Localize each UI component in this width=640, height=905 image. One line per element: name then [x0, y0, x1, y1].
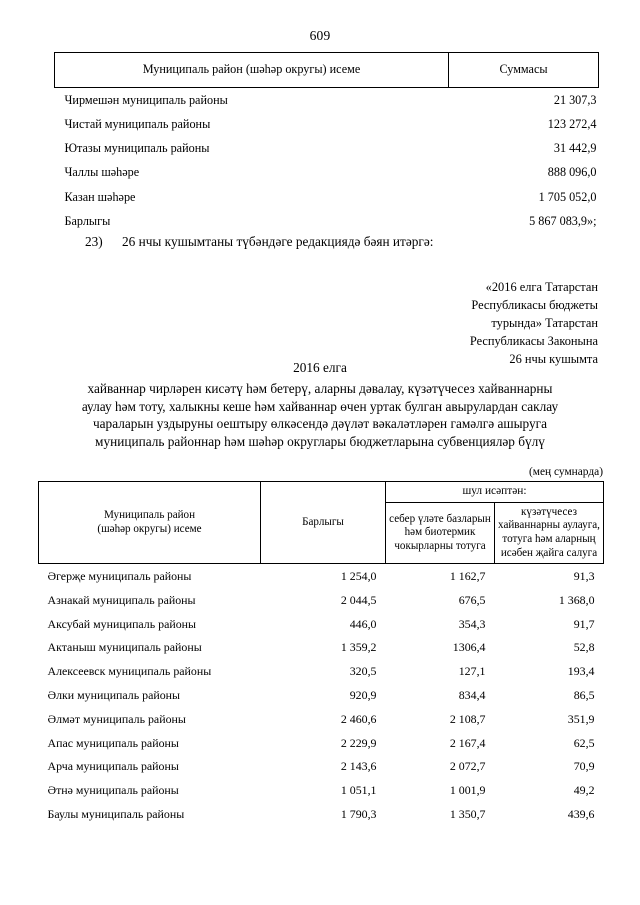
- column-header-municipality-line1: Муниципаль район: [103, 508, 196, 521]
- cell-total: 920,9: [349, 687, 377, 702]
- table-row: [55, 160, 599, 184]
- cell-stray-animals: 91,7: [573, 616, 595, 631]
- cell-total: 1 359,2: [340, 640, 377, 655]
- cell-municipality-name: Ютазы муниципаль районы: [64, 141, 210, 156]
- appendix-reference-line: турында» Татарстан: [491, 316, 598, 331]
- cell-sum: 1 705 052,0: [538, 189, 597, 204]
- table-row: [39, 755, 604, 779]
- cell-stray-animals: 62,5: [573, 735, 595, 750]
- appendix-reference-line: 26 нчы кушымта: [509, 352, 598, 367]
- top-table-body: [55, 87, 599, 233]
- cell-stray-animals: 52,8: [573, 640, 595, 655]
- cell-municipality-name: Чаллы шәһәре: [64, 165, 140, 180]
- cell-sum: 123 272,4: [547, 116, 597, 131]
- cell-municipality-name: Әлки муниципаль районы: [47, 687, 181, 702]
- appendix-title-year: 2016 елга: [293, 360, 347, 375]
- cell-stray-animals: 193,4: [567, 664, 595, 679]
- cell-stray-animals: 70,9: [573, 759, 595, 774]
- cell-anthrax-sites: 2 072,7: [449, 759, 486, 774]
- cell-municipality-name: Азнакай муниципаль районы: [47, 592, 196, 607]
- cell-total: 1 051,1: [340, 783, 377, 798]
- appendix-title-line: муниципаль районнар һәм шәһәр округлары бюджетларына субвенцияләр бүлү: [95, 433, 545, 449]
- cell-anthrax-sites: 2 108,7: [449, 711, 486, 726]
- main-table-header-row-1: [39, 482, 604, 503]
- column-header-stray-animals: күзәтүчесез хайваннарны аулауга, тотуга һәм аларның исәбен җайга салуга: [495, 502, 604, 563]
- cell-total: 1 790,3: [340, 806, 377, 821]
- appendix-title-line: чараларын уздыруны оештыру өлкәсендә дәүләт вәкаләтләрен гамәлгә ашыруга: [92, 416, 548, 432]
- clause-text: 26 нчы кушымтаны түбәндәге редакциядә бәян итәргә:: [122, 234, 434, 249]
- cell-anthrax-sites: 676,5: [458, 592, 486, 607]
- appendix-reference-line: «2016 елга Татарстан: [485, 280, 598, 294]
- column-header-group-including: шул исәптән:: [386, 482, 604, 503]
- cell-anthrax-sites: 354,3: [458, 616, 486, 631]
- cell-anthrax-sites: 2 167,4: [449, 735, 486, 750]
- table-row: [39, 613, 604, 637]
- appendix-reference-line: Республикасы Законына: [469, 334, 598, 349]
- column-header-sum: Суммасы: [449, 53, 599, 88]
- main-table-body: [39, 564, 604, 827]
- table-row: [39, 731, 604, 755]
- table-row: [39, 708, 604, 732]
- cell-municipality-name: Аксубай муниципаль районы: [47, 616, 197, 631]
- table-row: [55, 87, 599, 112]
- cell-total: 2 044,5: [340, 592, 377, 607]
- cell-stray-animals: 49,2: [573, 783, 595, 798]
- table-row: [55, 112, 599, 136]
- cell-total: 2 143,6: [340, 759, 377, 774]
- cell-stray-animals: 351,9: [567, 711, 595, 726]
- table-row: [55, 209, 599, 233]
- table-row: [39, 803, 604, 827]
- appendix-title-line: хайваннар чирләрен кисәтү һәм бетерү, аларны дәвалау, күзәтүчесез хайваннарны: [87, 381, 553, 396]
- clause-paragraph: [85, 234, 433, 250]
- cell-municipality-name: Әгерҗе муниципаль районы: [47, 569, 192, 584]
- cell-municipality-name: Баулы муниципаль районы: [47, 806, 185, 821]
- cell-anthrax-sites: 1306,4: [452, 640, 486, 655]
- units-note: (мең сумнарда): [529, 466, 603, 478]
- table-row: [55, 136, 599, 160]
- cell-municipality-name: Барлыгы: [64, 213, 111, 228]
- table-row: [39, 779, 604, 803]
- column-header-municipality: Муниципаль район (шәһәр округы) исеме: [55, 53, 449, 88]
- subvention-distribution-table: [38, 481, 603, 827]
- appendix-title-line: аулау һәм тоту, халыкны кеше һәм хайваннар өчен уртак булган авырулардан саклау: [81, 398, 559, 414]
- cell-sum: 31 442,9: [553, 141, 597, 156]
- cell-stray-animals: 91,3: [573, 569, 595, 584]
- appendix-reference: [268, 278, 598, 369]
- page-number: 609: [309, 28, 331, 43]
- cell-total: 2 460,6: [340, 711, 377, 726]
- cell-sum: 5 867 083,9»;: [529, 213, 597, 228]
- cell-total: 320,5: [349, 664, 377, 679]
- table-row: [39, 589, 604, 613]
- cell-anthrax-sites: 1 162,7: [449, 569, 486, 584]
- cell-total: 1 254,0: [340, 569, 377, 584]
- table-row: [39, 564, 604, 589]
- column-header-anthrax-sites: себер үләте базларын һәм биотермик чокырларны тотуга: [386, 502, 495, 563]
- cell-municipality-name: Казан шәһәре: [64, 189, 136, 204]
- appendix-title-body: [28, 380, 612, 450]
- cell-municipality-name: Чистай муниципаль районы: [64, 116, 211, 131]
- cell-sum: 888 096,0: [547, 165, 597, 180]
- cell-municipality-name: Алексеевск муниципаль районы: [47, 664, 212, 679]
- cell-stray-animals: 439,6: [567, 806, 595, 821]
- cell-total: 2 229,9: [340, 735, 377, 750]
- cell-anthrax-sites: 1 350,7: [449, 806, 486, 821]
- clause-marker: 23): [85, 234, 103, 249]
- cell-municipality-name: Әлмәт муниципаль районы: [47, 711, 186, 726]
- table-row: [55, 185, 599, 209]
- table-row: [39, 636, 604, 660]
- column-header-total: Барлыгы: [261, 482, 386, 564]
- cell-sum: 21 307,3: [553, 92, 597, 107]
- cell-stray-animals: 1 368,0: [558, 592, 595, 607]
- column-header-municipality-line2: (шәһәр округы) исеме: [97, 522, 202, 535]
- table-row: [39, 660, 604, 684]
- cell-municipality-name: Актаныш муниципаль районы: [47, 640, 202, 655]
- cell-municipality-name: Апас муниципаль районы: [47, 735, 179, 750]
- cell-anthrax-sites: 1 001,9: [449, 783, 486, 798]
- appendix-reference-line: Республикасы бюджеты: [471, 298, 598, 313]
- column-header-municipality: [39, 482, 261, 564]
- cell-municipality-name: Арча муниципаль районы: [47, 759, 179, 774]
- cell-total: 446,0: [349, 616, 377, 631]
- cell-stray-animals: 86,5: [573, 687, 595, 702]
- cell-anthrax-sites: 127,1: [458, 664, 486, 679]
- cell-anthrax-sites: 834,4: [458, 687, 486, 702]
- continued-allocation-table: [54, 52, 598, 233]
- cell-municipality-name: Әтнә муниципаль районы: [47, 783, 179, 798]
- table-header-row: [55, 53, 599, 88]
- cell-municipality-name: Чирмешән муниципаль районы: [64, 92, 228, 107]
- table-row: [39, 684, 604, 708]
